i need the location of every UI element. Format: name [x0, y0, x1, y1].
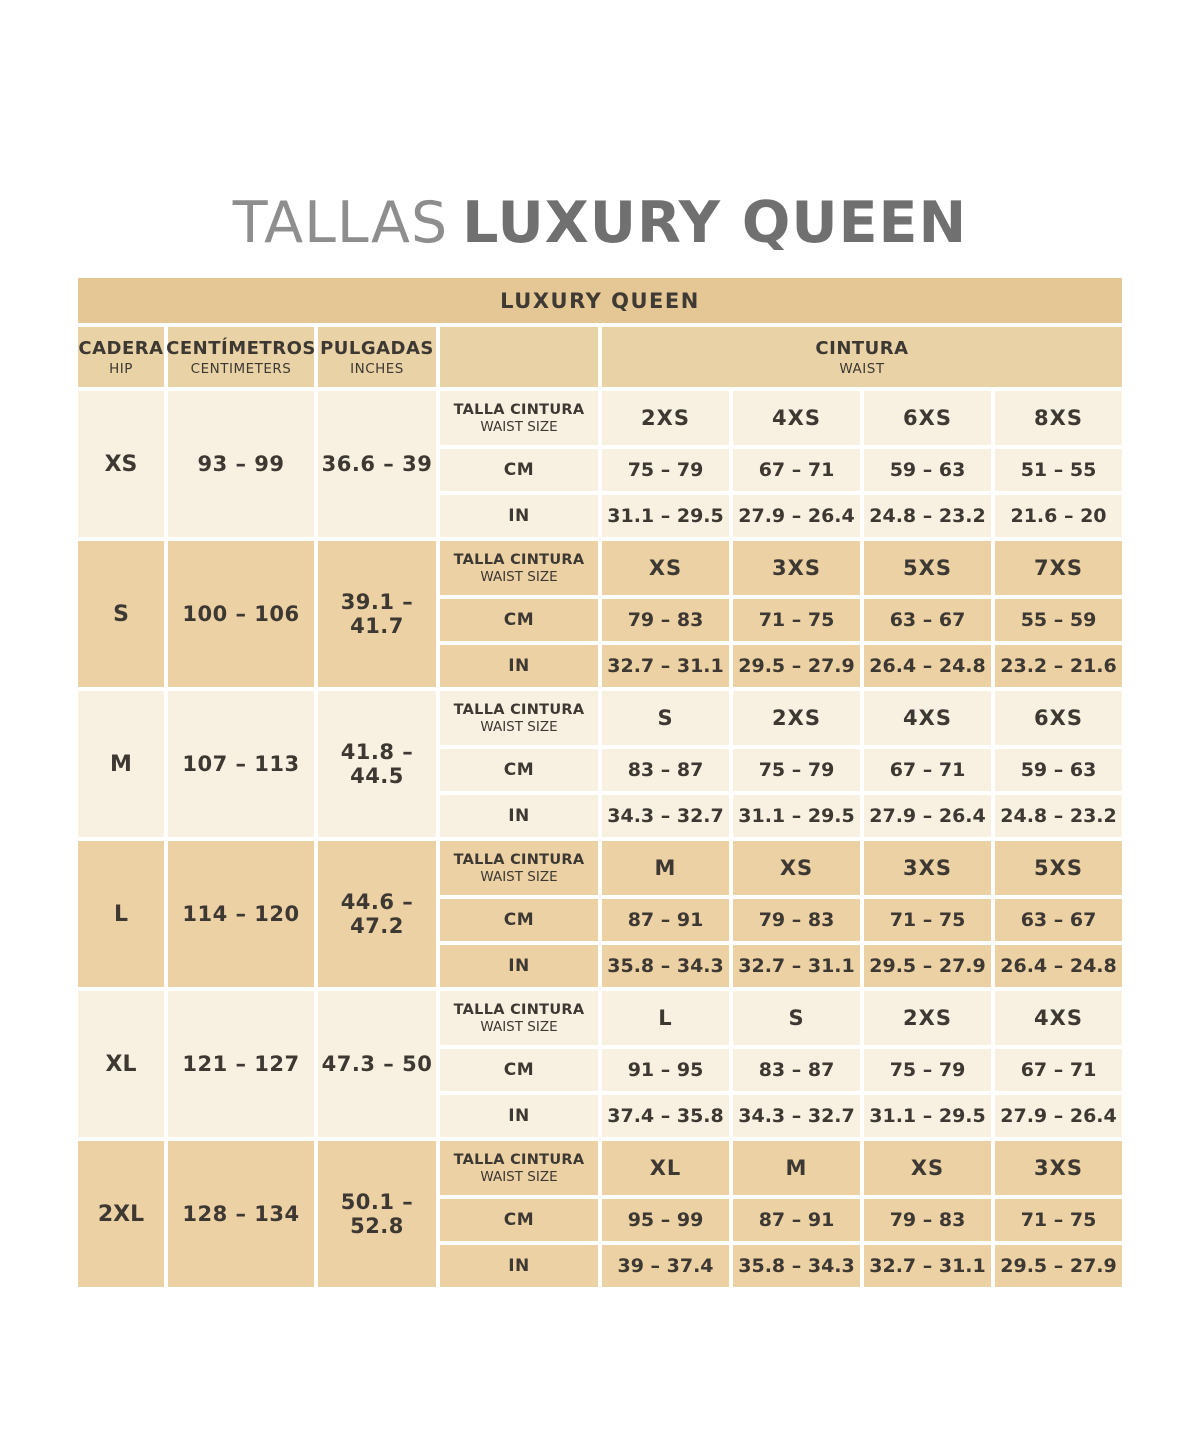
waist-size-value: XL [602, 1141, 729, 1195]
in-label-cell: IN [440, 945, 598, 987]
hip-cm-range: 107 – 113 [168, 691, 314, 837]
waist-cm-value: 63 – 67 [864, 599, 991, 641]
waist-in-value: 34.3 – 32.7 [733, 1095, 860, 1137]
header-spacer [440, 327, 598, 387]
waist-cm-value: 71 – 75 [864, 899, 991, 941]
waist-in-value: 24.8 – 23.2 [864, 495, 991, 537]
waist-size-label-en: WAIST SIZE [480, 1168, 558, 1185]
waist-cm-value: 91 – 95 [602, 1049, 729, 1091]
waist-size-label-es: TALLA CINTURA [453, 551, 585, 568]
hip-cm-range: 100 – 106 [168, 541, 314, 687]
waist-in-value: 31.1 – 29.5 [602, 495, 729, 537]
header-centimeters-en: CENTIMETERS [190, 360, 292, 377]
waist-size-value: S [733, 991, 860, 1045]
size-label: M [78, 691, 164, 837]
in-label-cell: IN [440, 495, 598, 537]
in-label-cell: IN [440, 1245, 598, 1287]
header-centimeters-es: CENTÍMETROS [166, 337, 316, 359]
hip-in-range: 41.8 – 44.5 [318, 691, 436, 837]
header-inches-es: PULGADAS [320, 337, 434, 359]
in-label-cell: IN [440, 795, 598, 837]
waist-in-value: 32.7 – 31.1 [602, 645, 729, 687]
waist-size-label-cell [440, 841, 598, 895]
waist-in-value: 34.3 – 32.7 [602, 795, 729, 837]
waist-size-value: 3XS [733, 541, 860, 595]
waist-size-value: S [602, 691, 729, 745]
waist-size-value: M [733, 1141, 860, 1195]
waist-cm-value: 75 – 79 [602, 449, 729, 491]
waist-in-value: 27.9 – 26.4 [995, 1095, 1122, 1137]
waist-size-label-cell [440, 391, 598, 445]
waist-size-label-es: TALLA CINTURA [453, 1151, 585, 1168]
header-row [78, 327, 1122, 387]
waist-cm-value: 59 – 63 [864, 449, 991, 491]
waist-size-value: XS [733, 841, 860, 895]
waist-cm-value: 71 – 75 [733, 599, 860, 641]
waist-in-value: 26.4 – 24.8 [995, 945, 1122, 987]
waist-size-label-en: WAIST SIZE [480, 418, 558, 435]
waist-size-value: 2XS [602, 391, 729, 445]
waist-size-value: 6XS [995, 691, 1122, 745]
waist-cm-value: 83 – 87 [733, 1049, 860, 1091]
hip-cm-range: 114 – 120 [168, 841, 314, 987]
table-title-bar: LUXURY QUEEN [78, 278, 1122, 323]
waist-in-value: 39 – 37.4 [602, 1245, 729, 1287]
header-inches-en: INCHES [350, 360, 404, 377]
size-chart-table [78, 278, 1122, 1287]
hip-in-range: 50.1 – 52.8 [318, 1141, 436, 1287]
size-block-xl [78, 991, 1122, 1137]
waist-cm-value: 75 – 79 [733, 749, 860, 791]
waist-size-value: XS [864, 1141, 991, 1195]
size-block-m [78, 691, 1122, 837]
waist-in-value: 26.4 – 24.8 [864, 645, 991, 687]
waist-size-label-cell [440, 991, 598, 1045]
waist-cm-value: 87 – 91 [733, 1199, 860, 1241]
size-label: S [78, 541, 164, 687]
header-waist [602, 327, 1122, 387]
hip-cm-range: 128 – 134 [168, 1141, 314, 1287]
size-block-2xl [78, 1141, 1122, 1287]
waist-in-value: 32.7 – 31.1 [733, 945, 860, 987]
waist-size-value: 2XS [733, 691, 860, 745]
hip-in-range: 44.6 – 47.2 [318, 841, 436, 987]
cm-label-cell: CM [440, 1199, 598, 1241]
waist-in-value: 31.1 – 29.5 [733, 795, 860, 837]
waist-size-value: M [602, 841, 729, 895]
cm-label-cell: CM [440, 599, 598, 641]
waist-cm-value: 83 – 87 [602, 749, 729, 791]
waist-in-value: 27.9 – 26.4 [864, 795, 991, 837]
waist-cm-value: 67 – 71 [864, 749, 991, 791]
title-word-luxury-queen: LUXURY QUEEN [462, 190, 968, 256]
page-title [0, 190, 1200, 256]
cm-label-cell: CM [440, 899, 598, 941]
waist-in-value: 31.1 – 29.5 [864, 1095, 991, 1137]
waist-size-label-en: WAIST SIZE [480, 868, 558, 885]
waist-in-value: 35.8 – 34.3 [602, 945, 729, 987]
cm-label-cell: CM [440, 749, 598, 791]
size-label: XS [78, 391, 164, 537]
waist-size-value: 3XS [995, 1141, 1122, 1195]
waist-cm-value: 95 – 99 [602, 1199, 729, 1241]
header-inches [318, 327, 436, 387]
waist-size-value: 4XS [864, 691, 991, 745]
waist-cm-value: 71 – 75 [995, 1199, 1122, 1241]
waist-cm-value: 67 – 71 [995, 1049, 1122, 1091]
waist-size-label-es: TALLA CINTURA [453, 401, 585, 418]
hip-in-range: 39.1 – 41.7 [318, 541, 436, 687]
waist-in-value: 29.5 – 27.9 [733, 645, 860, 687]
waist-in-value: 29.5 – 27.9 [864, 945, 991, 987]
waist-size-label-es: TALLA CINTURA [453, 851, 585, 868]
size-label: L [78, 841, 164, 987]
size-label: 2XL [78, 1141, 164, 1287]
cm-label-cell: CM [440, 1049, 598, 1091]
waist-size-label-cell [440, 691, 598, 745]
waist-in-value: 32.7 – 31.1 [864, 1245, 991, 1287]
waist-size-label-en: WAIST SIZE [480, 568, 558, 585]
hip-cm-range: 93 – 99 [168, 391, 314, 537]
in-label-cell: IN [440, 1095, 598, 1137]
in-label-cell: IN [440, 645, 598, 687]
waist-size-label-cell [440, 1141, 598, 1195]
waist-size-label-cell [440, 541, 598, 595]
waist-cm-value: 79 – 83 [602, 599, 729, 641]
header-waist-es: CINTURA [815, 337, 909, 359]
hip-in-range: 36.6 – 39 [318, 391, 436, 537]
waist-cm-value: 79 – 83 [864, 1199, 991, 1241]
header-hip [78, 327, 164, 387]
header-hip-en: HIP [109, 360, 133, 377]
waist-in-value: 29.5 – 27.9 [995, 1245, 1122, 1287]
size-block-l [78, 841, 1122, 987]
waist-cm-value: 67 – 71 [733, 449, 860, 491]
header-waist-en: WAIST [839, 360, 885, 377]
waist-size-value: 2XS [864, 991, 991, 1045]
title-word-tallas: TALLAS [232, 190, 449, 256]
waist-in-value: 27.9 – 26.4 [733, 495, 860, 537]
size-block-s [78, 541, 1122, 687]
waist-cm-value: 51 – 55 [995, 449, 1122, 491]
size-label: XL [78, 991, 164, 1137]
waist-size-value: L [602, 991, 729, 1045]
waist-cm-value: 63 – 67 [995, 899, 1122, 941]
waist-size-value: 7XS [995, 541, 1122, 595]
waist-in-value: 24.8 – 23.2 [995, 795, 1122, 837]
waist-size-value: XS [602, 541, 729, 595]
header-centimeters [168, 327, 314, 387]
waist-size-value: 4XS [995, 991, 1122, 1045]
waist-size-label-en: WAIST SIZE [480, 1018, 558, 1035]
waist-cm-value: 87 – 91 [602, 899, 729, 941]
size-block-xs [78, 391, 1122, 537]
header-hip-es: CADERA [78, 337, 164, 359]
waist-in-value: 37.4 – 35.8 [602, 1095, 729, 1137]
waist-size-value: 4XS [733, 391, 860, 445]
hip-cm-range: 121 – 127 [168, 991, 314, 1137]
waist-size-label-es: TALLA CINTURA [453, 701, 585, 718]
waist-size-value: 3XS [864, 841, 991, 895]
waist-in-value: 35.8 – 34.3 [733, 1245, 860, 1287]
waist-cm-value: 59 – 63 [995, 749, 1122, 791]
waist-in-value: 21.6 – 20 [995, 495, 1122, 537]
waist-cm-value: 55 – 59 [995, 599, 1122, 641]
waist-size-value: 5XS [864, 541, 991, 595]
waist-cm-value: 75 – 79 [864, 1049, 991, 1091]
waist-size-label-en: WAIST SIZE [480, 718, 558, 735]
waist-size-label-es: TALLA CINTURA [453, 1001, 585, 1018]
cm-label-cell: CM [440, 449, 598, 491]
waist-size-value: 6XS [864, 391, 991, 445]
waist-size-value: 8XS [995, 391, 1122, 445]
hip-in-range: 47.3 – 50 [318, 991, 436, 1137]
waist-in-value: 23.2 – 21.6 [995, 645, 1122, 687]
waist-size-value: 5XS [995, 841, 1122, 895]
waist-cm-value: 79 – 83 [733, 899, 860, 941]
